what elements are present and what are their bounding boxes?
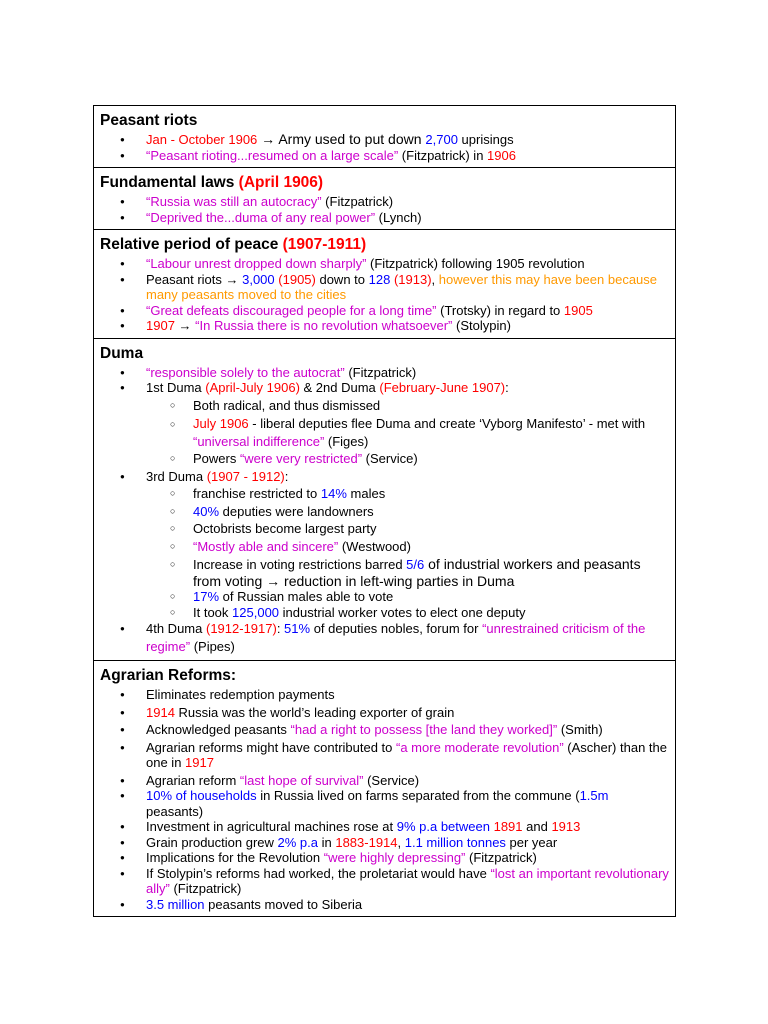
title-text: Relative period of peace (100, 236, 283, 253)
text: - liberal deputies flee Duma and create ‘Vyborg Manifesto’ - met with (248, 416, 646, 431)
stat-text: 2,700 (425, 132, 458, 147)
quote-text: “responsible solely to the autocrat” (146, 364, 345, 380)
list-item (100, 380, 669, 396)
bullet-list (100, 620, 669, 656)
text: (Fitzpatrick) following 1905 revolution (366, 256, 585, 271)
text: Peasant riots → (146, 271, 243, 287)
stat-text: 17% (193, 589, 220, 604)
list-item (100, 303, 669, 319)
stat-text: 125,000 (232, 604, 280, 620)
section-title: Duma (100, 344, 144, 362)
stat-text: 3.5 million (146, 896, 205, 912)
list-item (100, 835, 669, 851)
stat-text: 1.5m (579, 788, 609, 803)
text: , (431, 271, 439, 287)
text: deputies were landowners (219, 503, 374, 519)
text: Investment in agricultural machines rose at (146, 819, 397, 834)
quote-text: “unrestrained criticism of the regime” (146, 621, 646, 654)
quote-text: “a more moderate revolution” (396, 739, 564, 755)
text: Acknowledged peasants (146, 722, 291, 737)
sub-bullet-list (100, 398, 669, 467)
section-relative-peace (94, 229, 675, 338)
bullet-list (100, 194, 669, 225)
stat-text: 2% p.a (277, 834, 318, 850)
quote-text: “last hope of survival” (239, 772, 364, 788)
date-text: 1891 (493, 819, 523, 834)
text: Eliminates redemption payments (146, 687, 335, 702)
text: Agrarian reforms might have contributed to (146, 739, 397, 755)
quote-text: “were very restricted” (239, 451, 363, 466)
section-title (100, 236, 669, 254)
text: (Figes) (324, 434, 369, 449)
quote-text: “In Russia there is no revolution whatsoever” (195, 318, 453, 333)
quote-text: “Deprived the...duma of any real power” (146, 209, 376, 225)
list-item (100, 788, 669, 819)
sub-bullet-list (100, 486, 669, 620)
list-item (100, 539, 669, 555)
text: (Lynch) (375, 209, 422, 225)
date-text: Jan - October 1906 (146, 132, 258, 147)
date-text: 1905 (563, 302, 593, 318)
text: Implications for the Revolution (146, 850, 324, 865)
quote-text: “Russia was still an autocracy” (146, 194, 322, 209)
text: (Westwood) (338, 538, 411, 554)
date-text: 1917 (185, 755, 214, 770)
date-text: 1883-1914 (335, 834, 398, 850)
text: peasants) (146, 803, 204, 819)
list-item (100, 365, 669, 381)
text: in Russia lived on farms separated from the commune ( (256, 788, 580, 803)
stat-text: 1.1 million tonnes (404, 834, 506, 850)
date-text: (1913) (393, 271, 432, 287)
list-item (100, 866, 669, 897)
list-item (100, 722, 669, 738)
section-agrarian-reforms (94, 660, 675, 916)
list-item (100, 148, 669, 164)
text: down to (315, 271, 369, 287)
quote-text: “Peasant rioting...resumed on a large scale” (146, 147, 399, 163)
text: Both radical, and thus dismissed (193, 397, 381, 413)
quote-text: “were highly depressing” (323, 850, 466, 865)
list-item (100, 705, 669, 721)
text: Powers (193, 451, 240, 466)
list-item (100, 589, 669, 605)
title-date: (1907-1911) (282, 236, 367, 253)
date-text: (February-June 1907) (379, 380, 506, 395)
list-item (100, 740, 669, 771)
text: Russia was the world’s leading exporter of grain (174, 704, 455, 720)
text: If Stolypin’s reforms had worked, the proletariat would have (146, 865, 491, 881)
stat-text: 14% (320, 486, 347, 501)
text: (Trotsky) in regard to (436, 302, 564, 318)
list-item (100, 210, 669, 226)
text: per year (505, 834, 558, 850)
text: , (397, 834, 405, 850)
section-peasant-riots (94, 106, 675, 167)
text: Octobrists become largest party (193, 521, 377, 536)
text: (Fitzpatrick) (169, 881, 242, 896)
text: Agrarian reform (146, 772, 240, 788)
date-text: 1913 (551, 819, 581, 834)
text: of Russian males able to vote (219, 589, 394, 604)
list-item (100, 556, 669, 589)
text: (Smith) (557, 722, 603, 737)
list-item (100, 850, 669, 866)
text: Army used to put down (278, 131, 426, 147)
text: 1st Duma (146, 380, 206, 395)
text: It took (193, 604, 233, 620)
quote-text: “Labour unrest dropped down sharply” (146, 256, 367, 271)
list-item (100, 521, 669, 537)
arrow-text: → (174, 318, 196, 333)
list-item (100, 398, 669, 414)
stat-text: 51% (284, 621, 311, 636)
text: Grain production grew (146, 834, 278, 850)
list-item (100, 132, 669, 148)
quote-text: “Great defeats discouraged people for a long time” (146, 302, 437, 318)
list-item (100, 256, 669, 272)
stat-text: 3,000 (242, 271, 275, 287)
list-item (100, 415, 669, 451)
text: industrial worker votes to elect one deputy (279, 604, 526, 620)
bullet-list (100, 469, 669, 485)
title-text: Fundamental laws (100, 174, 239, 191)
list-item (100, 486, 669, 502)
list-item (100, 897, 669, 913)
list-item (100, 605, 669, 621)
title-date: (April 1906) (238, 174, 324, 191)
text: (Ascher) than the one in (146, 739, 667, 770)
notes-table (93, 105, 676, 917)
text: franchise restricted to (193, 486, 321, 501)
text: : (276, 621, 285, 636)
quote-text: “universal indifference” (193, 434, 325, 449)
section-title (100, 174, 669, 192)
section-title: Peasant riots (100, 112, 198, 129)
bullet-list (100, 687, 669, 912)
text: (Fitzpatrick) in (398, 147, 488, 163)
arrow-text: → (257, 131, 279, 147)
date-text: 1907 (146, 318, 175, 333)
section-title: Agrarian Reforms: (100, 667, 237, 684)
text: males (346, 486, 386, 501)
bullet-list (100, 365, 669, 396)
text: uprisings (457, 132, 514, 147)
quote-text: “had a right to possess [the land they worked]” (290, 722, 558, 737)
text: 4th Duma (146, 621, 206, 636)
stat-text: 5/6 (406, 557, 425, 572)
stat-text: 128 (368, 271, 391, 287)
section-fundamental-laws (94, 167, 675, 229)
quote-text: “Mostly able and sincere” (193, 538, 339, 554)
text: of industrial workers and peasants from voting → reduction in left-wing parties in Duma (193, 556, 641, 589)
text: (Pipes) (190, 639, 235, 654)
text: and (522, 819, 552, 834)
list-item (100, 773, 669, 789)
section-duma (94, 338, 675, 661)
date-text: (1905) (278, 271, 316, 287)
note-text: however this may have been because many peasants moved to the cities (146, 271, 658, 302)
text: peasants moved to Siberia (204, 896, 363, 912)
text: (Fitzpatrick) (321, 194, 394, 209)
text: of deputies nobles, forum for (310, 621, 483, 636)
date-text: (1912-1917) (205, 621, 277, 636)
date-text: 1914 (146, 704, 175, 720)
quote-text: “lost an important revolutionary ally” (146, 865, 669, 896)
text: 3rd Duma (146, 468, 207, 484)
list-item (100, 687, 669, 703)
stat-text: 40% (193, 503, 220, 519)
list-item (100, 451, 669, 467)
date-text: July 1906 (193, 416, 249, 431)
text: (Service) (362, 451, 418, 466)
list-item (100, 194, 669, 210)
bullet-list (100, 132, 669, 163)
list-item (100, 819, 669, 835)
text: (Service) (363, 772, 420, 788)
stat-text: 9% p.a between (396, 819, 490, 834)
text: in (318, 834, 336, 850)
list-item (100, 504, 669, 520)
text: : (505, 380, 509, 395)
list-item (100, 620, 669, 656)
text: : (284, 468, 289, 484)
text: (Fitzpatrick) (344, 364, 417, 380)
text: (Stolypin) (452, 318, 511, 333)
date-text: 1906 (487, 147, 516, 163)
text: Increase in voting restrictions barred (193, 557, 407, 572)
date-text: (1907 - 1912) (206, 468, 285, 484)
text: (Fitzpatrick) (465, 850, 537, 865)
date-text: (April-July 1906) (205, 380, 300, 395)
stat-text: 10% of households (146, 788, 257, 803)
bullet-list (100, 256, 669, 334)
list-item (100, 318, 669, 334)
text: & 2nd Duma (299, 380, 380, 395)
list-item (100, 272, 669, 303)
list-item (100, 469, 669, 485)
